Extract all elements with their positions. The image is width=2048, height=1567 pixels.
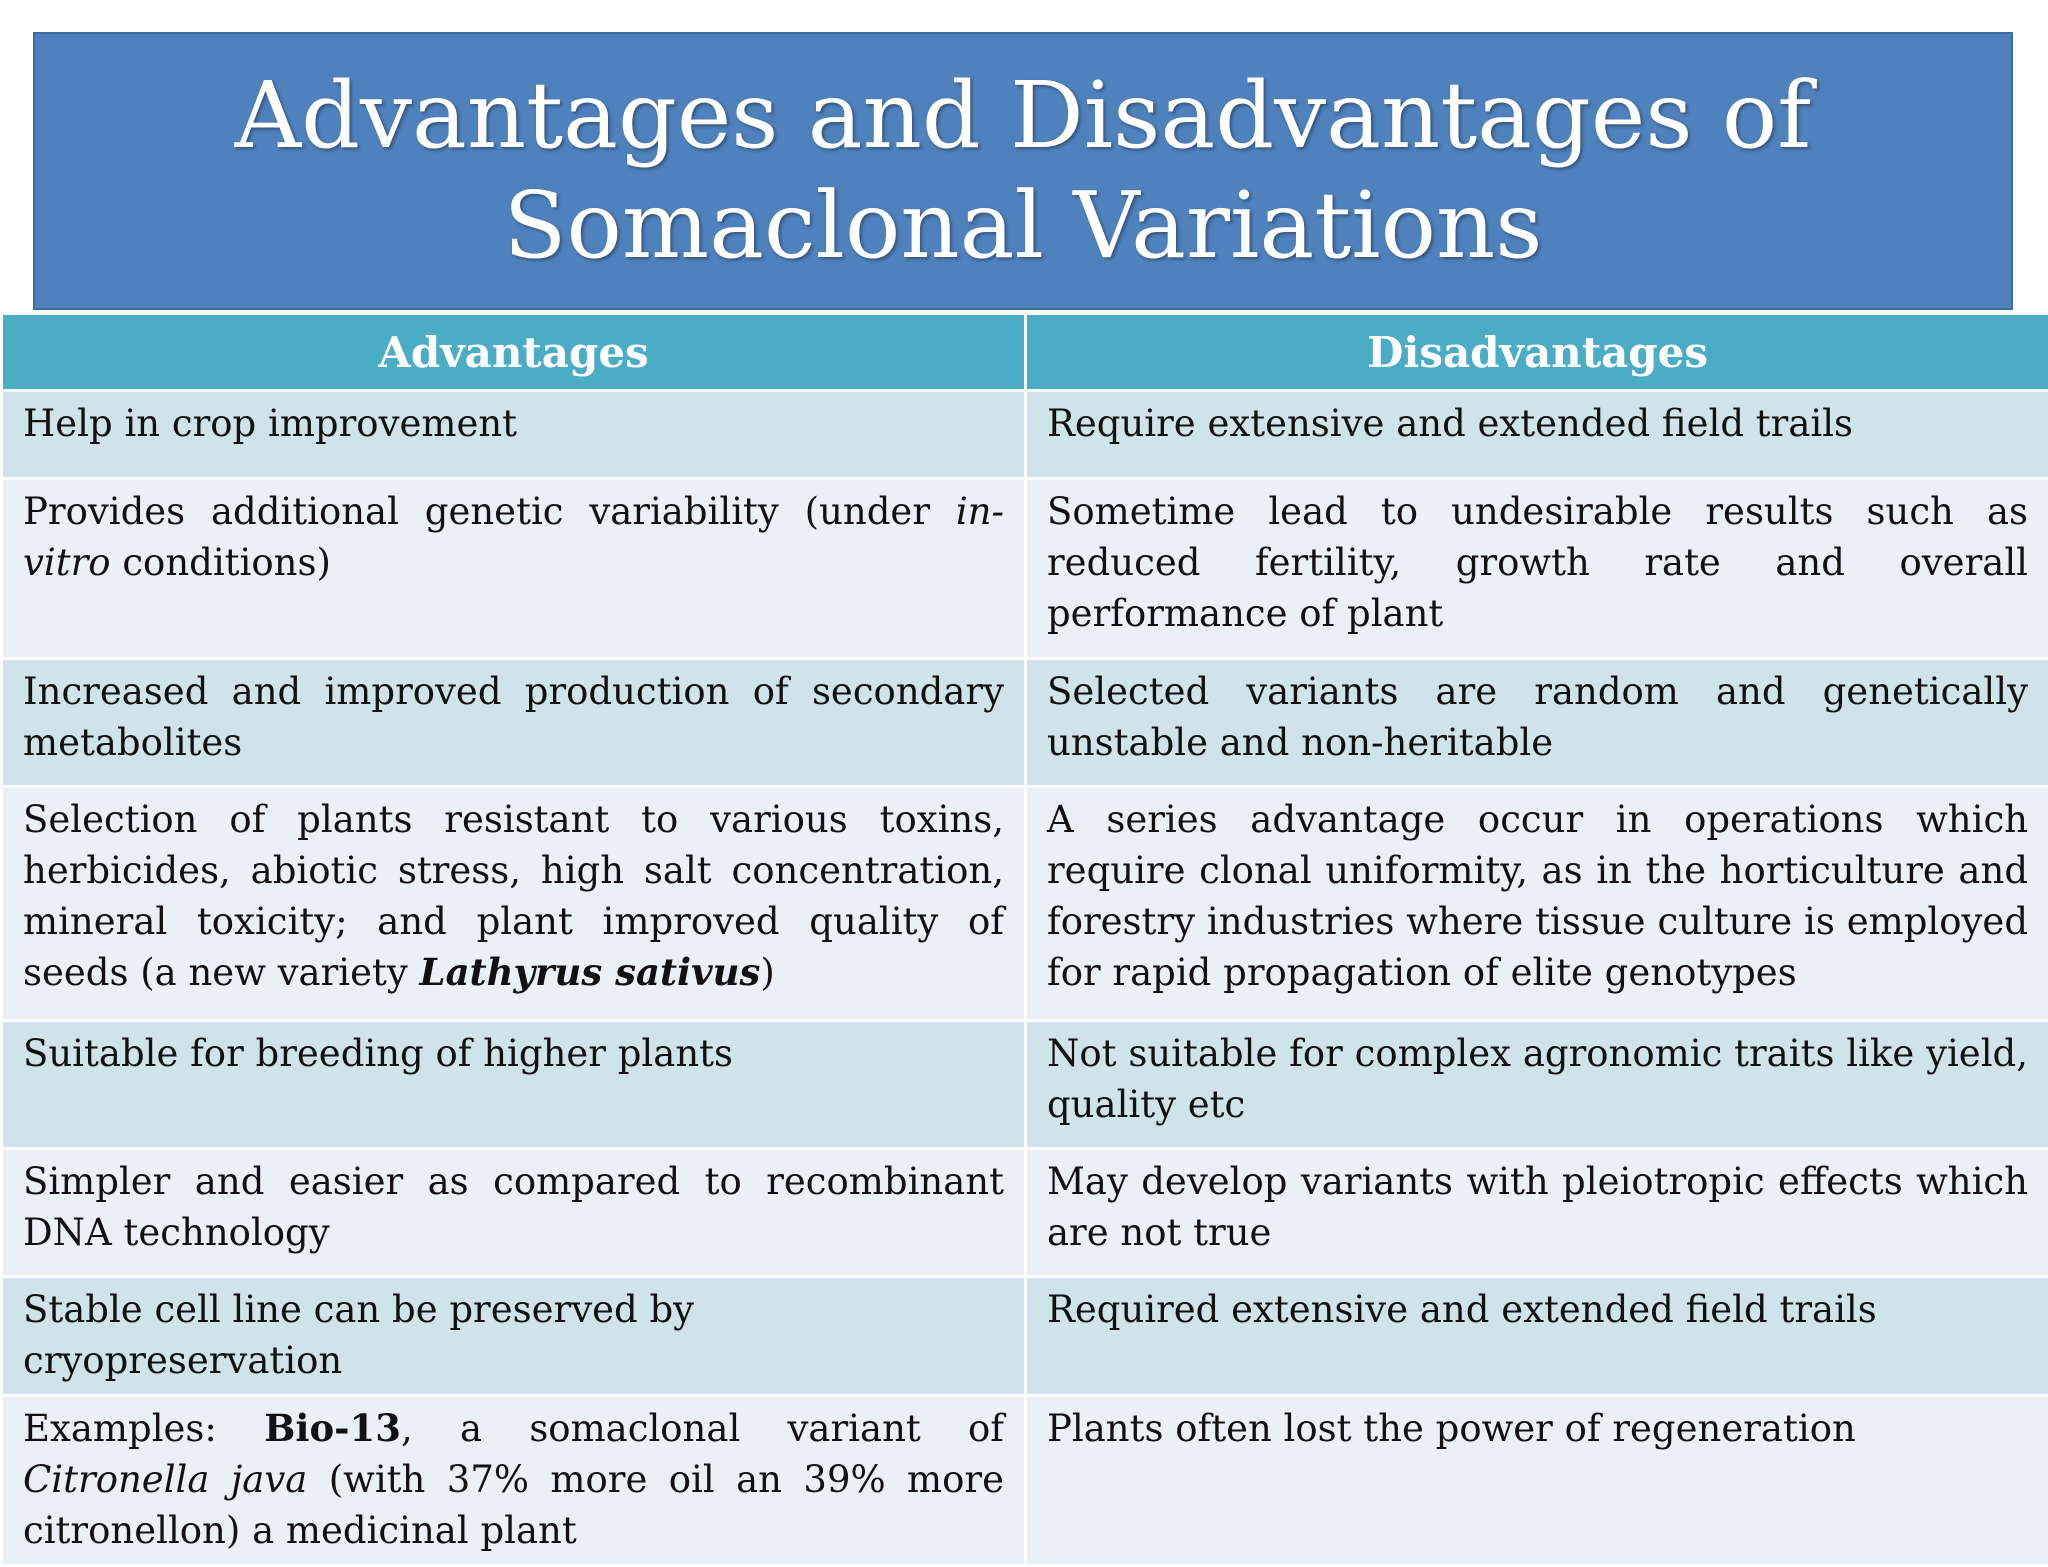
table-row [2,1149,2048,1277]
table-row [2,1021,2048,1149]
table-row [2,1396,2048,1566]
disadvantage-cell: Selected variants are random and genetically unstable and non-heritable [1026,659,2048,787]
header-advantages: Advantages [2,314,1026,391]
comparison-table [0,312,2048,1567]
disadvantage-cell: Sometime lead to undesirable results such as reduced fertility, growth rate and overall performance of plant [1026,479,2048,659]
slide-title-line-2: Somaclonal Variations [504,171,1543,281]
table-row [2,1277,2048,1396]
advantage-text: ) [760,951,774,994]
disadvantage-cell: Not suitable for complex agronomic traits like yield, quality etc [1026,1021,2048,1149]
disadvantage-cell: A series advantage occur in operations which require clonal uniformity, as in the horticulture and forestry industries where tissue culture is employed for rapid propagation of elite genotypes [1026,787,2048,1021]
advantage-text: Selection of plants resistant to various toxins, herbicides, abiotic stress, high salt concentration, mineral toxicity; and plant improved quality of seeds (a new variety [23,798,1004,994]
species-name: Citronella java [23,1458,307,1501]
advantage-cell [2,787,1026,1021]
advantage-cell: Help in crop improvement [2,391,1026,479]
disadvantage-cell: May develop variants with pleiotropic effects which are not true [1026,1149,2048,1277]
slide-title-line-1: Advantages and Disadvantages of [235,61,1812,171]
disadvantage-cell: Plants often lost the power of regeneration [1026,1396,2048,1566]
species-name: Lathyrus sativus [420,950,761,994]
advantage-italic-term: in-vitro [23,490,1004,584]
advantage-text: Provides additional genetic variability (under [23,490,956,533]
advantage-text: , a somaclonal variant of [401,1407,1004,1450]
advantage-cell [2,479,1026,659]
header-disadvantages: Disadvantages [1026,314,2048,391]
variant-name: Bio-13 [264,1406,401,1450]
advantage-cell: Increased and improved production of secondary metabolites [2,659,1026,787]
table-row [2,391,2048,479]
table-row [2,479,2048,659]
advantage-cell [2,1396,1026,1566]
advantage-text: (with 37% more oil an 39% more citronellon) a medicinal plant [23,1458,1004,1552]
table-row [2,787,2048,1021]
table-row [2,659,2048,787]
advantage-text: Examples: [23,1407,264,1450]
disadvantage-cell: Required extensive and extended field trails [1026,1277,2048,1396]
advantage-cell: Stable cell line can be preserved by cryopreservation [2,1277,1026,1396]
advantage-text: conditions) [111,541,331,584]
table-header-row [2,314,2048,391]
slide-title-banner [33,32,2013,310]
advantage-cell: Suitable for breeding of higher plants [2,1021,1026,1149]
advantage-cell: Simpler and easier as compared to recombinant DNA technology [2,1149,1026,1277]
disadvantage-cell: Require extensive and extended field trails [1026,391,2048,479]
